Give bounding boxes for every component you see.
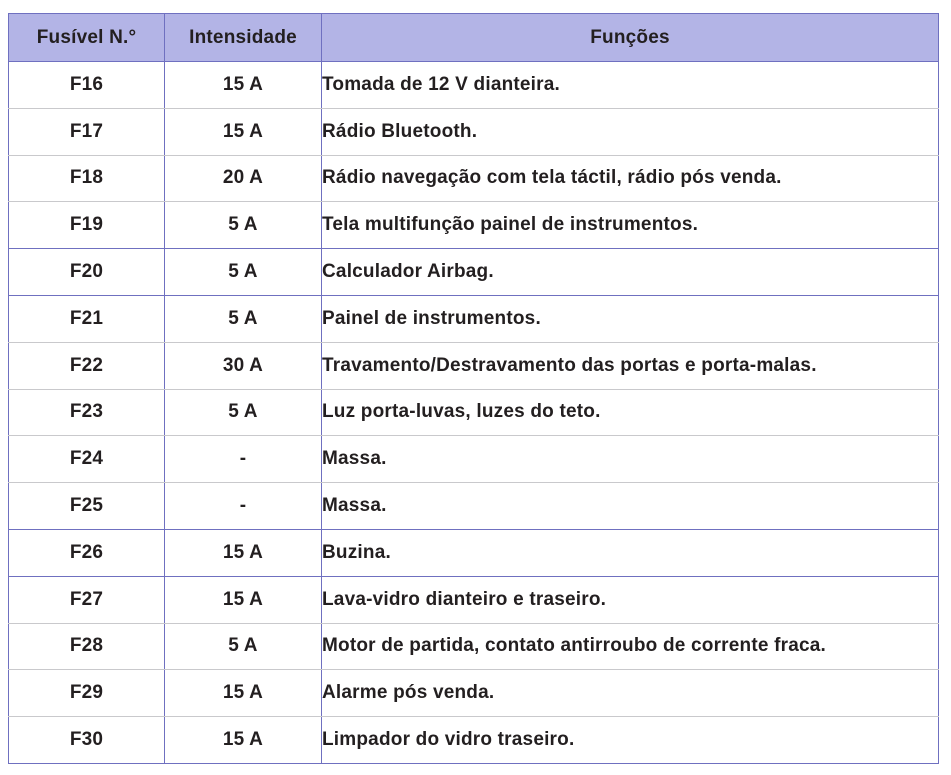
fuse-cell: F27 bbox=[9, 576, 165, 623]
fuse-cell: F19 bbox=[9, 202, 165, 249]
fuse-table bbox=[8, 13, 939, 764]
fuse-cell: F20 bbox=[9, 249, 165, 296]
function-cell: Tela multifunção painel de instrumentos. bbox=[322, 202, 939, 249]
intensity-cell: 5 A bbox=[165, 249, 322, 296]
intensity-cell: 30 A bbox=[165, 342, 322, 389]
table-row bbox=[9, 389, 939, 436]
function-cell: Tomada de 12 V dianteira. bbox=[322, 62, 939, 109]
table-row bbox=[9, 576, 939, 623]
table-row bbox=[9, 436, 939, 483]
table-row bbox=[9, 623, 939, 670]
fuse-cell: F23 bbox=[9, 389, 165, 436]
function-cell: Calculador Airbag. bbox=[322, 249, 939, 296]
table-body bbox=[9, 62, 939, 764]
fuse-cell: F26 bbox=[9, 529, 165, 576]
table-row bbox=[9, 202, 939, 249]
table-row bbox=[9, 483, 939, 530]
table-row bbox=[9, 670, 939, 717]
intensity-cell: 5 A bbox=[165, 295, 322, 342]
fuse-cell: F28 bbox=[9, 623, 165, 670]
function-cell: Luz porta-luvas, luzes do teto. bbox=[322, 389, 939, 436]
function-cell: Motor de partida, contato antirroubo de corrente fraca. bbox=[322, 623, 939, 670]
intensity-cell: 15 A bbox=[165, 529, 322, 576]
header-intensity: Intensidade bbox=[165, 14, 322, 62]
function-cell: Buzina. bbox=[322, 529, 939, 576]
intensity-cell: 15 A bbox=[165, 670, 322, 717]
intensity-cell: 5 A bbox=[165, 623, 322, 670]
function-cell: Rádio Bluetooth. bbox=[322, 108, 939, 155]
intensity-cell: 15 A bbox=[165, 108, 322, 155]
fuse-cell: F17 bbox=[9, 108, 165, 155]
function-cell: Rádio navegação com tela táctil, rádio pós venda. bbox=[322, 155, 939, 202]
function-cell: Massa. bbox=[322, 436, 939, 483]
fuse-cell: F24 bbox=[9, 436, 165, 483]
intensity-cell: 15 A bbox=[165, 62, 322, 109]
fuse-cell: F22 bbox=[9, 342, 165, 389]
intensity-cell: - bbox=[165, 483, 322, 530]
table-row bbox=[9, 108, 939, 155]
intensity-cell: 15 A bbox=[165, 576, 322, 623]
fuse-cell: F30 bbox=[9, 717, 165, 764]
function-cell: Massa. bbox=[322, 483, 939, 530]
table-row bbox=[9, 295, 939, 342]
fuse-cell: F29 bbox=[9, 670, 165, 717]
fuse-cell: F18 bbox=[9, 155, 165, 202]
table-row bbox=[9, 342, 939, 389]
fuse-cell: F25 bbox=[9, 483, 165, 530]
header-row bbox=[9, 14, 939, 62]
table-header bbox=[9, 14, 939, 62]
function-cell: Lava-vidro dianteiro e traseiro. bbox=[322, 576, 939, 623]
intensity-cell: 20 A bbox=[165, 155, 322, 202]
table-row bbox=[9, 62, 939, 109]
header-functions: Funções bbox=[322, 14, 939, 62]
intensity-cell: 5 A bbox=[165, 389, 322, 436]
table-row bbox=[9, 155, 939, 202]
intensity-cell: 15 A bbox=[165, 717, 322, 764]
function-cell: Painel de instrumentos. bbox=[322, 295, 939, 342]
table-row bbox=[9, 717, 939, 764]
table-row bbox=[9, 529, 939, 576]
intensity-cell: 5 A bbox=[165, 202, 322, 249]
header-fuse-number: Fusível N.° bbox=[9, 14, 165, 62]
function-cell: Limpador do vidro traseiro. bbox=[322, 717, 939, 764]
function-cell: Alarme pós venda. bbox=[322, 670, 939, 717]
intensity-cell: - bbox=[165, 436, 322, 483]
fuse-cell: F21 bbox=[9, 295, 165, 342]
table-row bbox=[9, 249, 939, 296]
function-cell: Travamento/Destravamento das portas e porta-malas. bbox=[322, 342, 939, 389]
fuse-cell: F16 bbox=[9, 62, 165, 109]
